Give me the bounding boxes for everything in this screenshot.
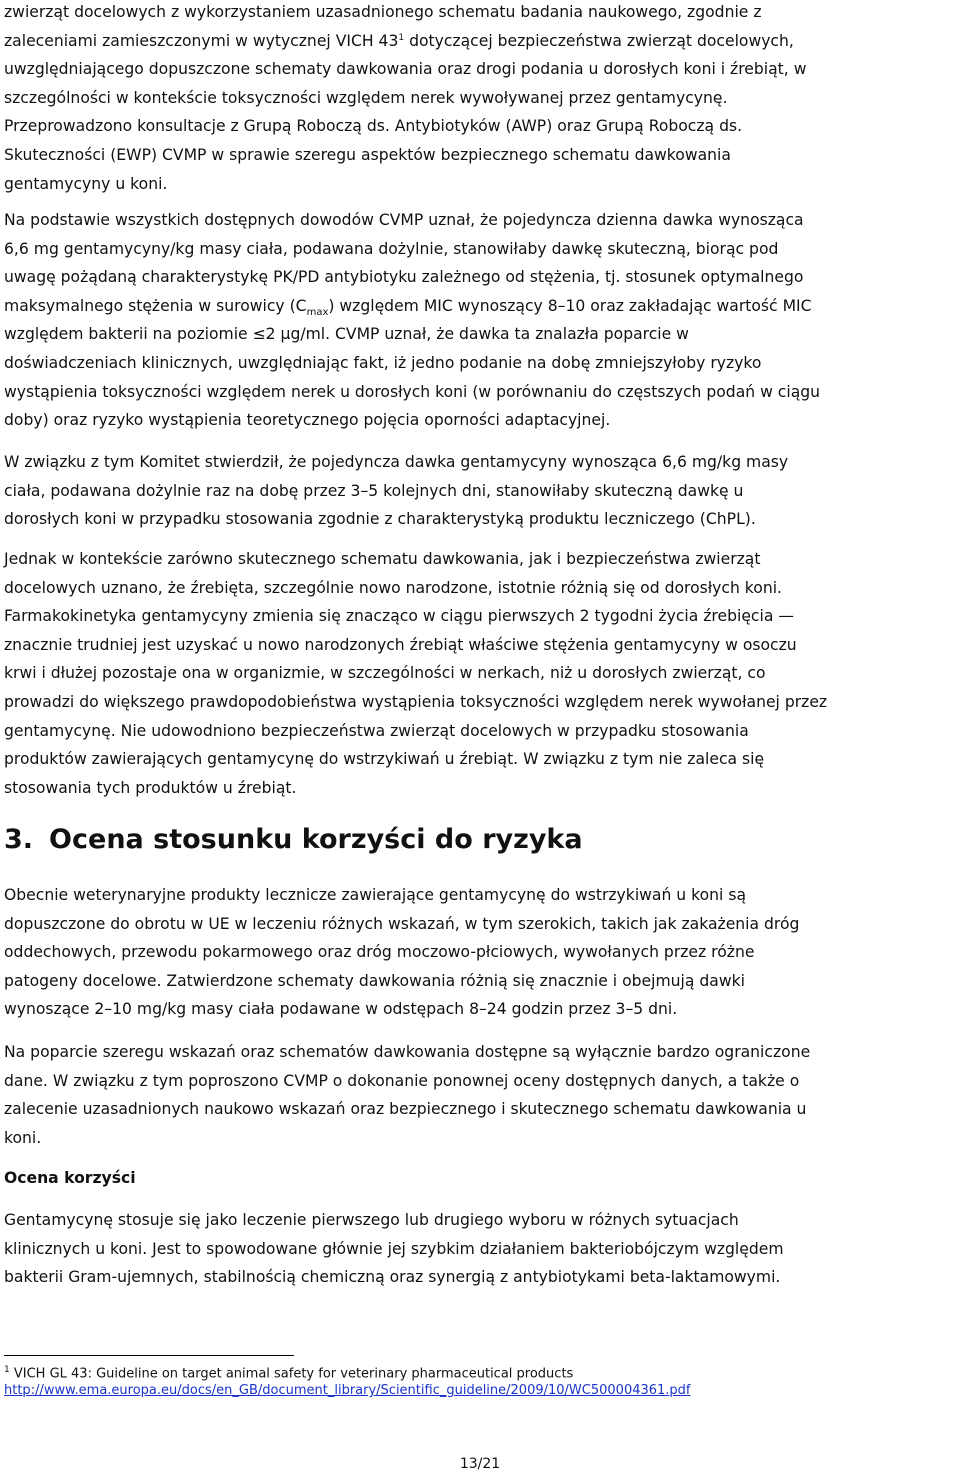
text-line: wynoszące 2–10 mg/kg masy ciała podawane w odstępach 8–24 godzin przez 3–5 dni. bbox=[4, 1000, 678, 1019]
text-line: szczególności w kontekście toksyczności względem nerek wywoływanej przez gentamycynę. bbox=[4, 88, 728, 107]
text-line: wystąpienia toksyczności względem nerek u dorosłych koni (w porównaniu do częstszych podań w ciągu bbox=[4, 382, 821, 401]
text-line: dorosłych koni w przypadku stosowania zgodnie z charakterystyką produktu leczniczego (ChPL). bbox=[4, 510, 756, 529]
text-line: znacznie trudniej jest uzyskać u nowo narodzonych źrebiąt właściwe stężenia gentamycyny w osoczu bbox=[4, 635, 797, 654]
text-line: Na poparcie szeregu wskazań oraz schematów dawkowania dostępne są wyłącznie bardzo ograniczone bbox=[4, 1043, 811, 1061]
text-line: zwierząt docelowych z wykorzystaniem uzasadnionego schematu badania naukowego, zgodnie z bbox=[4, 3, 762, 21]
section-title: Ocena stosunku korzyści do ryzyka bbox=[49, 824, 583, 855]
text-line: produktów zawierających gentamycynę do wstrzykiwań u źrebiąt. W związku z tym nie zaleca się bbox=[4, 750, 765, 769]
subscript-max: max bbox=[306, 306, 329, 318]
footnote-text-line: $^1$ VICH GL 43: Guideline on target animal safety for veterinary pharmaceutical products bbox=[4, 1365, 574, 1382]
text-line: doby) oraz ryzyko wystąpienia teoretycznego pojęcia oporności adaptacyjnej. bbox=[4, 411, 611, 430]
text-line: zaleceniami zamieszczonymi w wytycznej VICH 43$^1$ dotyczącej bezpieczeństwa zwierząt docelowych, bbox=[4, 31, 794, 50]
text-line: W związku z tym Komitet stwierdził, że pojedyncza dawka gentamycyny wynosząca 6,6 mg/kg masy bbox=[4, 453, 789, 471]
section-number: 3. bbox=[4, 824, 34, 855]
subheading: Ocena korzyści bbox=[4, 1169, 136, 1187]
text-line: gentamycynę. Nie udowodniono bezpieczeństwa zwierząt docelowych w przypadku stosowania bbox=[4, 721, 749, 740]
footnote-number: 1 bbox=[4, 1365, 10, 1375]
text-line: Na podstawie wszystkich dostępnych dowodów CVMP uznał, że pojedyncza dzienna dawka wynosząca bbox=[4, 211, 804, 229]
paragraph-6 bbox=[4, 1038, 956, 1152]
text-line: uwzględniającego dopuszczone schematy dawkowania oraz drogi podania u dorosłych koni i źrebiąt, w bbox=[4, 60, 807, 79]
text-line: docelowych uznano, że źrebięta, szczególnie nowo narodzone, istotnie różnią się od dorosłych koni. bbox=[4, 578, 782, 597]
paragraph-7 bbox=[4, 1206, 956, 1292]
footnote-reference[interactable]: 1 bbox=[398, 32, 405, 43]
footnote-divider bbox=[4, 1355, 294, 1356]
section-heading bbox=[4, 818, 583, 862]
text-line: stosowania tych produktów u źrebiąt. bbox=[4, 778, 297, 797]
text-line: maksymalnego stężenia w surowicy $(C_{max})$ względem MIC wynoszący 8–10 oraz zakładając wartość MIC bbox=[4, 296, 812, 318]
paragraph-2 bbox=[4, 206, 956, 435]
text-line: zalecenie uzasadnionych naukowo wskazań oraz bezpiecznego i skutecznego schematu dawkowania u bbox=[4, 1100, 807, 1119]
text-line: Gentamycynę stosuje się jako leczenie pierwszego lub drugiego wyboru w różnych sytuacjach bbox=[4, 1211, 739, 1229]
text-line: Obecnie weterynaryjne produkty lecznicze zawierające gentamycynę do wstrzykiwań u koni są bbox=[4, 886, 747, 904]
text-line: patogeny docelowe. Zatwierdzone schematy dawkowania różnią się znacznie i obejmują dawki bbox=[4, 971, 745, 990]
text-line: krwi i dłużej pozostaje ona w organizmie, w szczególności w nerkach, niż u dorosłych zwierząt, co bbox=[4, 664, 766, 683]
paragraph-4 bbox=[4, 545, 956, 802]
paragraph-3 bbox=[4, 448, 956, 534]
text-line: uwagę pożądaną charakterystykę PK/PD antybiotyku zależnego od stężenia, tj. stosunek optymalnego bbox=[4, 268, 804, 287]
text-line: doświadczeniach klinicznych, uwzględniając fakt, iż jedno podanie na dobę zmniejszyłoby ryzyko bbox=[4, 353, 762, 372]
footnote bbox=[4, 1362, 691, 1399]
text-line: względem bakterii na poziomie ≤2 µg/ml. CVMP uznał, że dawka ta znalazła poparcie w bbox=[4, 325, 689, 344]
footnote-link[interactable]: http://www.ema.europa.eu/docs/en_GB/document_library/Scientific_guideline/2009/10/WC500004361.pdf bbox=[4, 1383, 691, 1399]
text-line: ciała, podawana dożylnie raz na dobę przez 3–5 kolejnych dni, stanowiłaby skuteczną dawkę u bbox=[4, 481, 744, 500]
text-line: prowadzi do większego prawdopodobieństwa wystąpienia toksyczności względem nerek wywołanej przez bbox=[4, 692, 828, 711]
text-line: gentamycyny u koni. bbox=[4, 174, 168, 193]
text-line: Farmakokinetyka gentamycyny zmienia się znacząco w ciągu pierwszych 2 tygodni życia źrebięcia — bbox=[4, 607, 794, 626]
page-number: 13/21 bbox=[459, 1456, 501, 1472]
text-line: oddechowych, przewodu pokarmowego oraz dróg moczowo-płciowych, wywołanych przez różne bbox=[4, 943, 755, 962]
text-line: koni. bbox=[4, 1128, 42, 1147]
text-line: Przeprowadzono konsultacje z Grupą Roboczą ds. Antybiotyków (AWP) oraz Grupą Roboczą ds. bbox=[4, 117, 743, 136]
paragraph-1 bbox=[4, 0, 956, 198]
text-line: klinicznych u koni. Jest to spowodowane głównie jej szybkim działaniem bakteriobójczym względem bbox=[4, 1239, 784, 1258]
text-line: dopuszczone do obrotu w UE w leczeniu różnych wskazań, w tym szerokich, takich jak zakażenia dróg bbox=[4, 914, 800, 933]
text-line: dane. W związku z tym poproszono CVMP o dokonanie ponownej oceny dostępnych danych, a także o bbox=[4, 1071, 800, 1090]
text-line: bakterii Gram-ujemnych, stabilnością chemiczną oraz synergią z antybiotykami beta-laktamowymi. bbox=[4, 1268, 781, 1287]
text-line: Jednak w kontekście zarówno skutecznego schematu dawkowania, jak i bezpieczeństwa zwierząt bbox=[4, 550, 761, 568]
text-line: 6,6 mg gentamycyny/kg masy ciała, podawana dożylnie, stanowiłaby dawkę skuteczną, biorąc pod bbox=[4, 239, 779, 258]
paragraph-5 bbox=[4, 881, 956, 1024]
text-line: Skuteczności (EWP) CVMP w sprawie szeregu aspektów bezpiecznego schematu dawkowania bbox=[4, 145, 731, 164]
